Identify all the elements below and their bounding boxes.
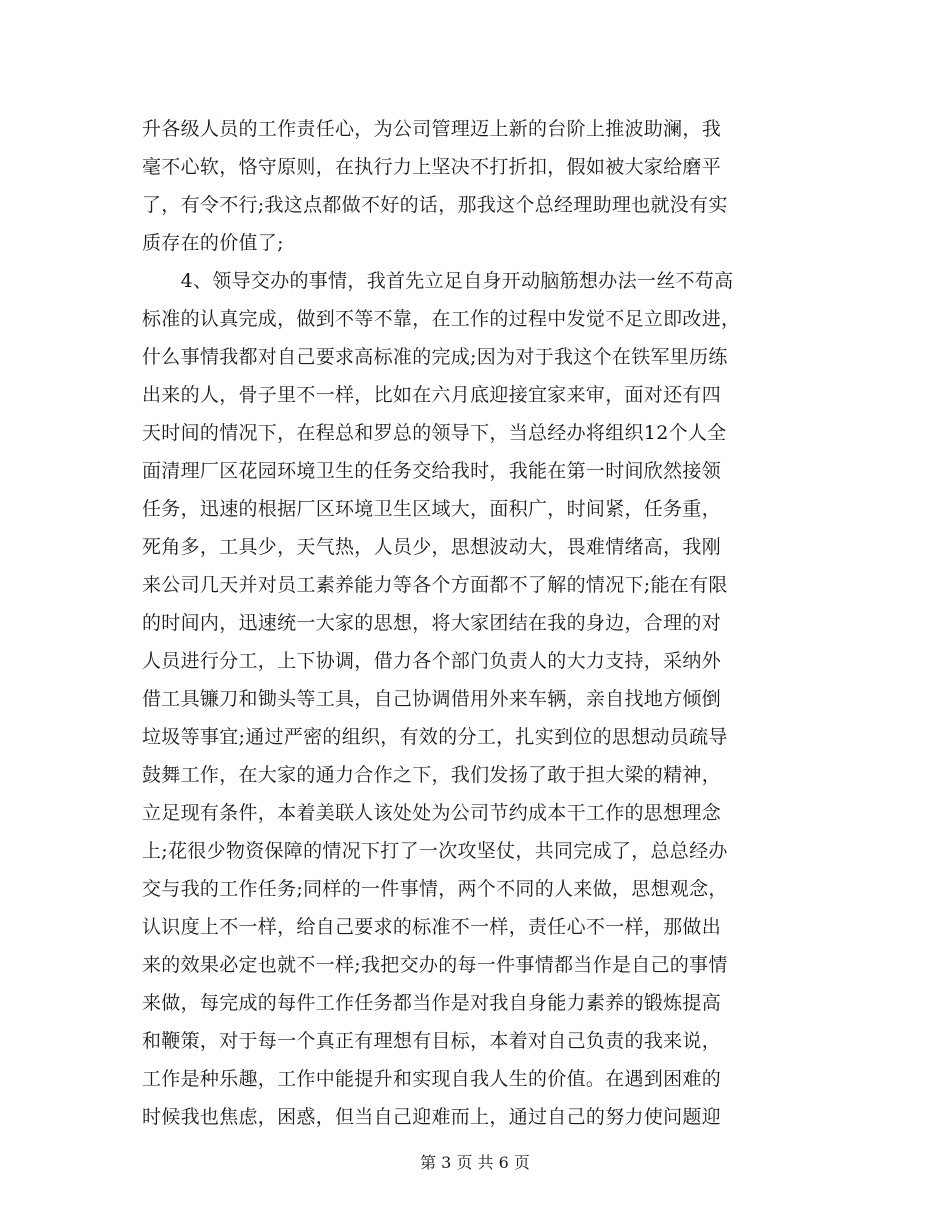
text-line: 来公司几天并对员工素养能力等各个方面都不了解的情况下;能在有限 [142,574,728,596]
text-line: 天时间的情况下，在程总和罗总的领导下，当总经办将组织12个人全 [142,422,727,444]
text-line: 升各级人员的工作责任心，为公司管理迈上新的台阶上推波助澜，我 [142,118,722,140]
text-line: 了，有令不行;我这点都做不好的话，那我这个总经理助理也就没有实 [142,194,728,216]
text-line: 来做，每完成的每件工作任务都当作是对我自身能力素养的锻炼提高 [142,992,722,1014]
text-line: 和鞭策，对于每一个真正有理想有目标，本着对自己负责的我来说， [142,1030,722,1052]
text-line: 毫不心软，恪守原则，在执行力上坚决不打折扣，假如被大家给磨平 [142,156,722,178]
text-line: 借工具镰刀和锄头等工具，自己协调借用外来车辆，亲自找地方倾倒 [142,688,722,710]
text-line: 质存在的价值了; [142,232,284,254]
text-line: 垃圾等事宜;通过严密的组织，有效的分工，扎实到位的思想动员疏导 [142,726,728,748]
text-line: 4、领导交办的事情，我首先立足自身开动脑筋想办法一丝不苟高 [142,270,734,292]
text-line: 面清理厂区花园环境卫生的任务交给我时，我能在第一时间欣然接领 [142,460,722,482]
text-line: 立足现有条件，本着美联人该处处为公司节约成本干工作的思想理念 [142,802,722,824]
text-line: 死角多，工具少，天气热，人员少，思想波动大，畏难情绪高，我刚 [142,536,722,558]
text-line: 出来的人，骨子里不一样，比如在六月底迎接宜家来审，面对还有四 [142,384,722,406]
text-line: 上;花很少物资保障的情况下打了一次攻坚仗，共同完成了，总总经办 [142,840,728,862]
text-line: 什么事情我都对自己要求高标准的完成;因为对于我这个在铁军里历练 [142,346,728,368]
body-text [142,110,808,1136]
text-line: 认识度上不一样，给自己要求的标准不一样，责任心不一样，那做出 [142,916,722,938]
text-line: 交与我的工作任务;同样的一件事情，两个不同的人来做，思想观念， [142,878,728,900]
text-line: 来的效果必定也就不一样;我把交办的每一件事情都当作是自己的事情 [142,954,728,976]
text-line: 工作是种乐趣，工作中能提升和实现自我人生的价值。在遇到困难的 [142,1068,722,1090]
page-number-footer: 第 3 页 共 6 页 [420,1153,530,1172]
text-line: 人员进行分工，上下协调，借力各个部门负责人的大力支持，采纳外 [142,650,722,672]
text-line: 鼓舞工作，在大家的通力合作之下，我们发扬了敢于担大梁的精神， [142,764,722,786]
text-line: 的时间内，迅速统一大家的思想，将大家团结在我的身边，合理的对 [142,612,722,634]
text-line: 任务，迅速的根据厂区环境卫生区域大，面积广，时间紧，任务重， [142,498,722,520]
text-line: 时候我也焦虑，困惑，但当自己迎难而上，通过自己的努力使问题迎 [142,1106,722,1128]
text-line: 标准的认真完成，做到不等不靠，在工作的过程中发觉不足立即改进， [142,308,741,330]
